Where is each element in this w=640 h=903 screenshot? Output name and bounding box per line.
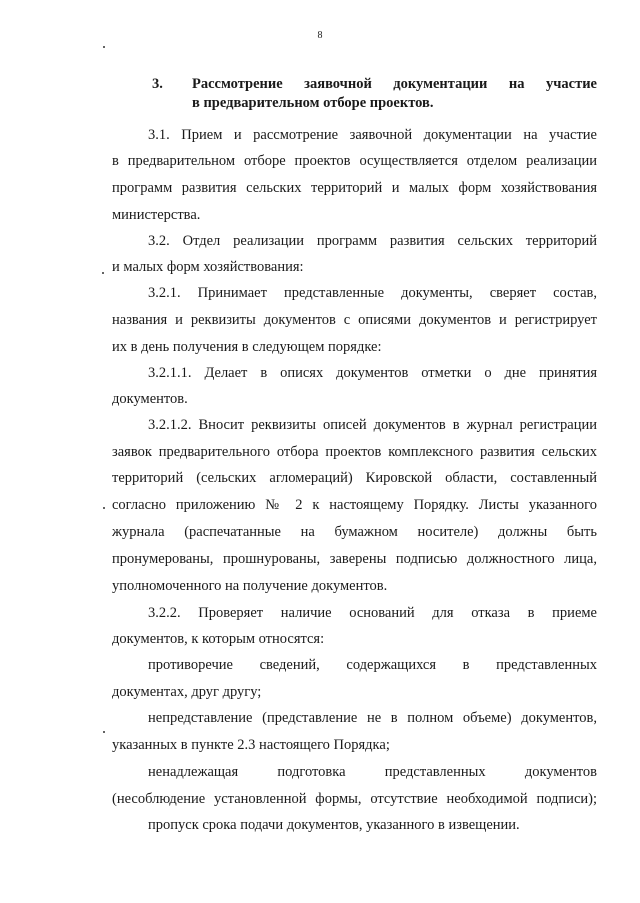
- text-line: 3.2.1. Принимает представленные документы, сверяет состав,: [148, 285, 597, 301]
- text-line: их в день получения в следующем порядке:: [112, 339, 382, 355]
- text-line: заявок предварительного отбора проектов комплексного развития сельских: [112, 444, 597, 460]
- text-line: пронумерованы, прошнурованы, заверены подписью должностного лица,: [112, 551, 597, 567]
- text-line: документов.: [112, 391, 188, 407]
- scan-speck: [103, 731, 105, 733]
- scan-speck: [102, 272, 104, 274]
- text-line: документах, друг другу;: [112, 684, 262, 700]
- text-line: 3.2.1.1. Делает в описях документов отметки о дне принятия: [148, 365, 597, 381]
- text-line: противоречие сведений, содержащихся в представленных: [148, 657, 597, 673]
- text-line: непредставление (представление не в полном объеме) документов,: [148, 710, 597, 726]
- text-line: (несоблюдение установленной формы, отсутствие необходимой подписи);: [112, 791, 597, 807]
- text-line: журнала (распечатанные на бумажном носителе) должны быть: [112, 524, 597, 540]
- text-line: уполномоченного на получение документов.: [112, 578, 388, 594]
- text-line: названия и реквизиты документов с описями документов и регистрирует: [112, 312, 597, 328]
- page-number: 8: [317, 30, 323, 41]
- text-line: документов, к которым относятся:: [112, 631, 325, 647]
- section-number: 3.: [152, 76, 163, 92]
- text-line: 3.1. Прием и рассмотрение заявочной документации на участие: [148, 127, 597, 143]
- text-line: в предварительном отборе проектов осуществляется отделом реализации: [112, 153, 597, 169]
- section-title: [192, 75, 597, 113]
- section-title-line-2: в предварительном отборе проектов.: [192, 95, 434, 111]
- text-line: территорий (сельских агломераций) Кировской области, составленный: [112, 470, 597, 486]
- text-line: министерства.: [112, 207, 201, 223]
- text-line: программ развития сельских территорий и малых форм хозяйствования: [112, 180, 597, 196]
- text-line: пропуск срока подачи документов, указанного в извещении.: [148, 817, 520, 833]
- text-line: указанных в пункте 2.3 настоящего Порядка;: [112, 737, 390, 753]
- text-line: 3.2.1.2. Вносит реквизиты описей документов в журнал регистрации: [148, 417, 597, 433]
- scan-speck: [103, 507, 105, 509]
- section-title-line-1: Рассмотрение заявочной документации на участие: [192, 76, 597, 92]
- text-line: и малых форм хозяйствования:: [112, 259, 304, 275]
- text-line: согласно приложению № 2 к настоящему Порядку. Листы указанного: [112, 497, 597, 513]
- text-line: 3.2. Отдел реализации программ развития сельских территорий: [148, 233, 597, 249]
- text-line: 3.2.2. Проверяет наличие оснований для отказа в приеме: [148, 605, 597, 621]
- text-line: ненадлежащая подготовка представленных документов: [148, 764, 597, 780]
- scan-speck: [103, 46, 105, 48]
